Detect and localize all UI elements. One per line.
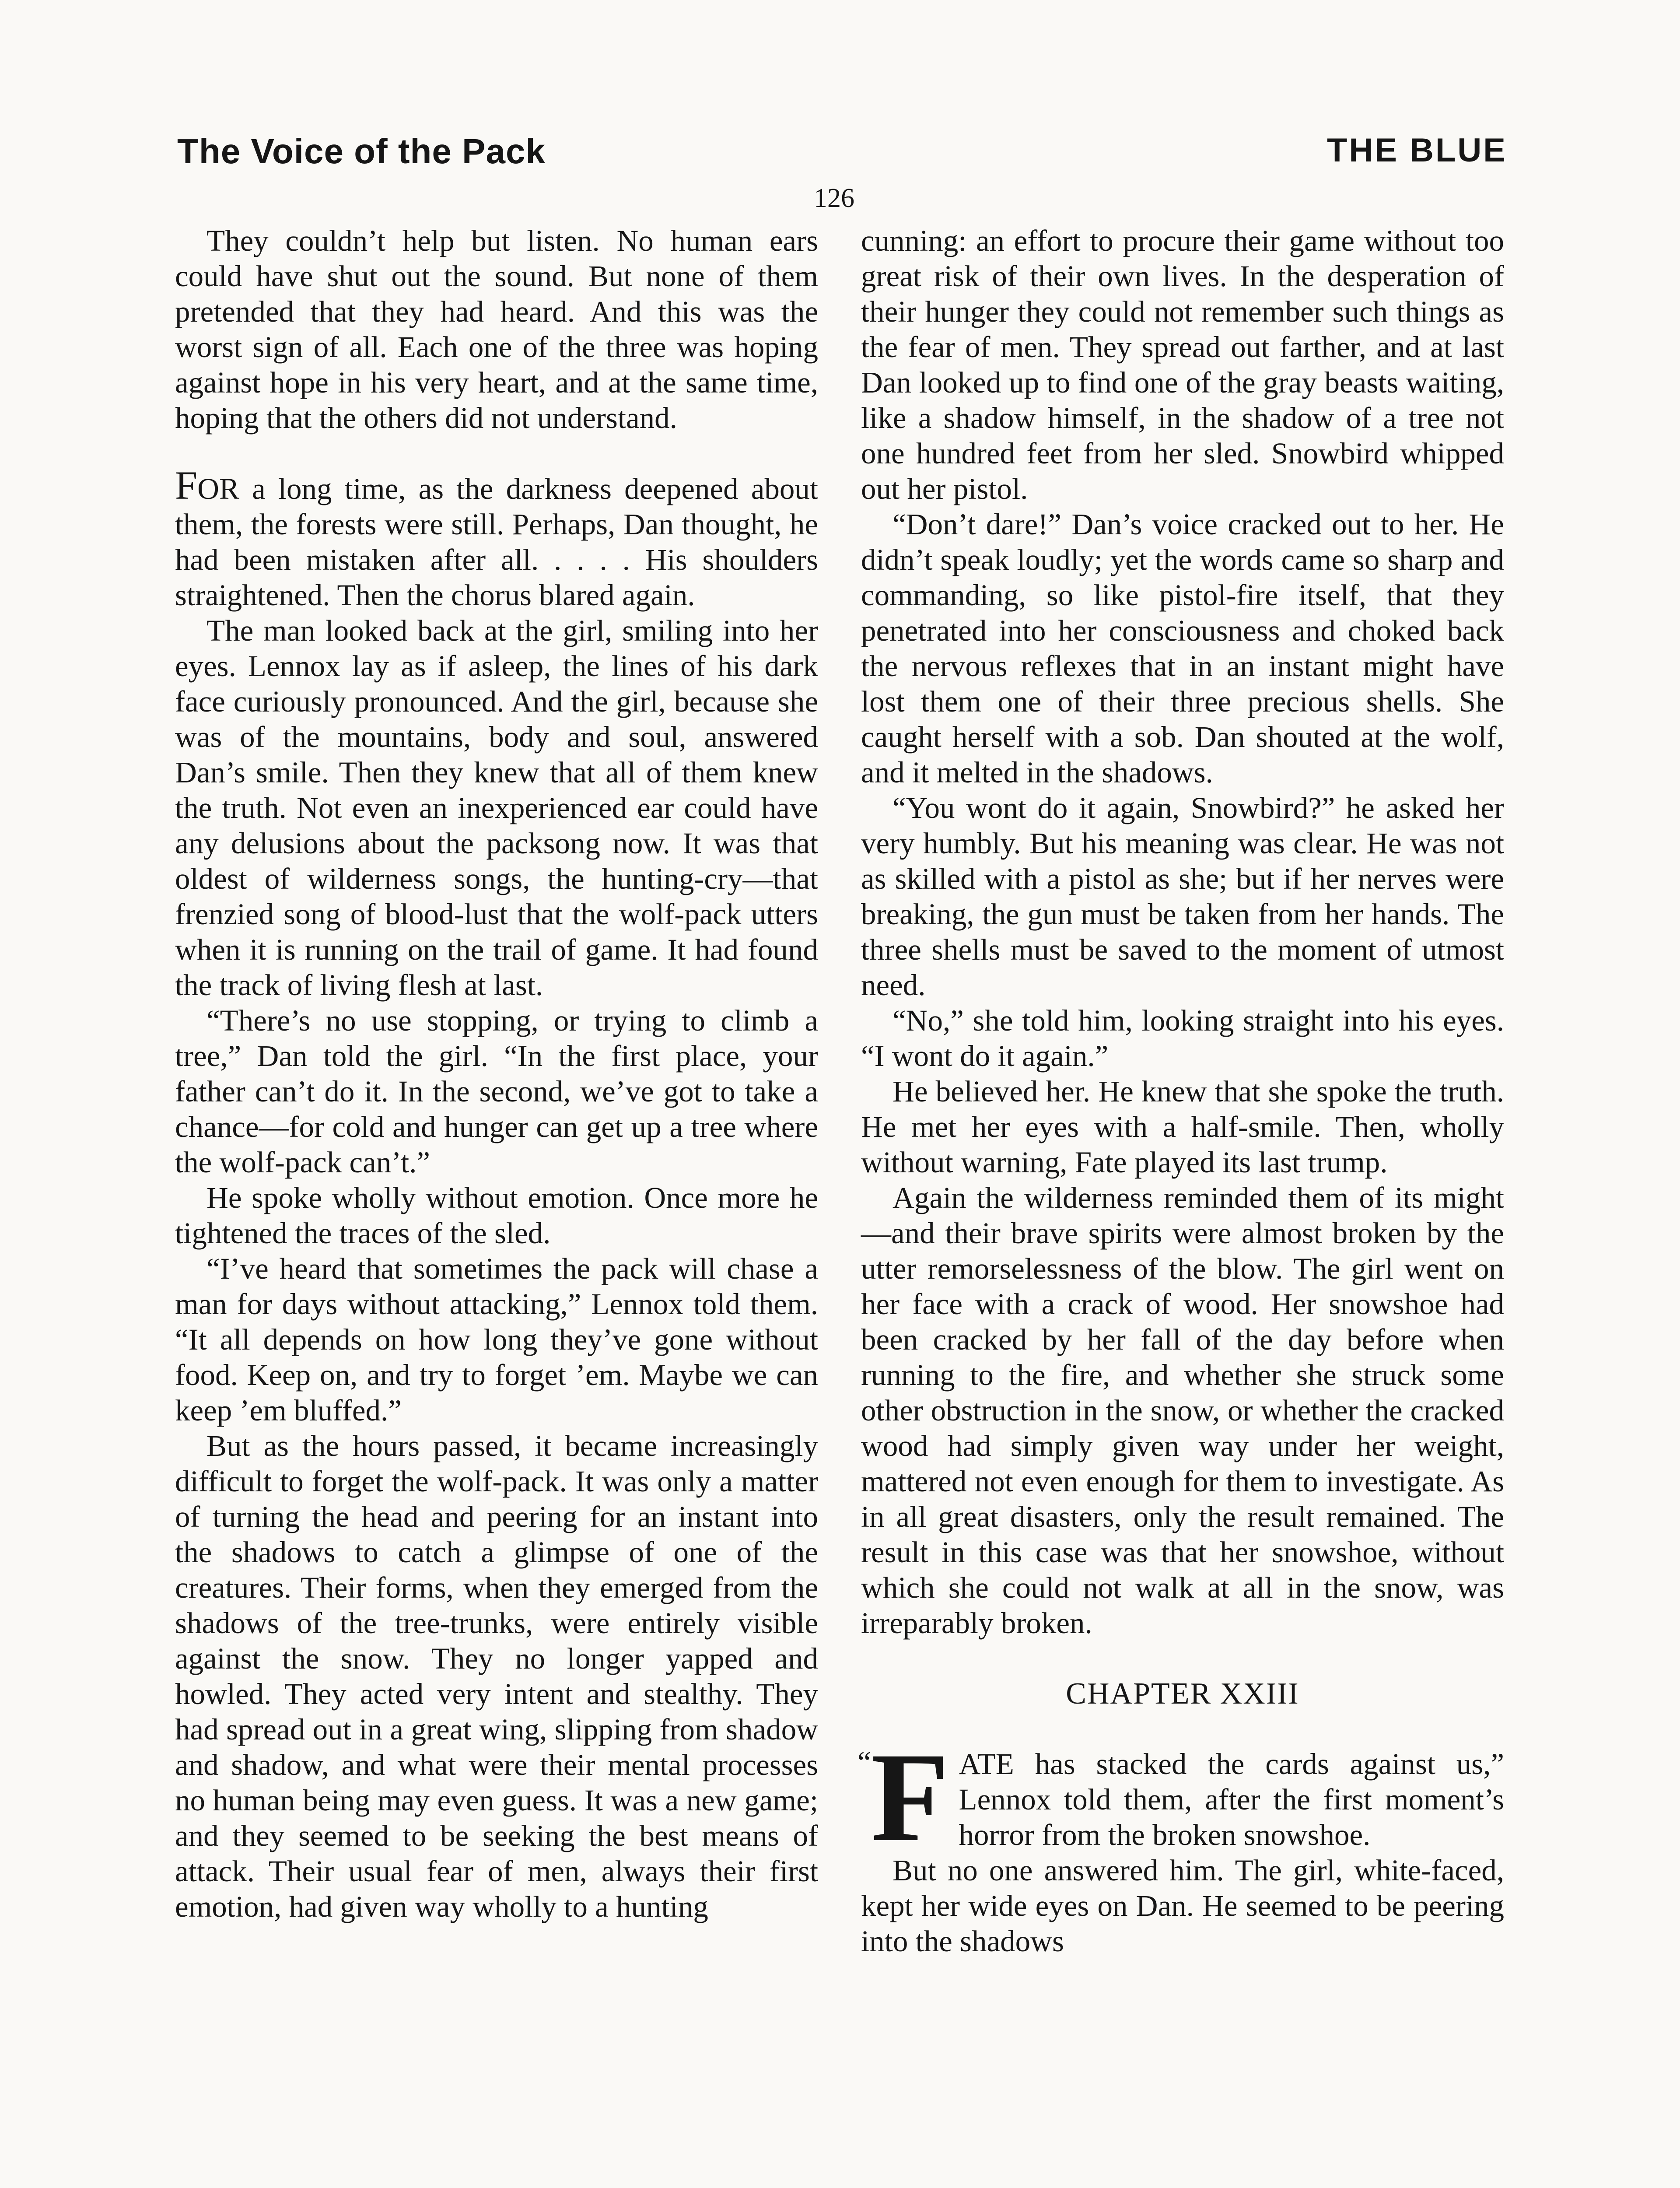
paragraph: They couldn’t help but listen. No human ears could have shut out the sound. But none of them pretended that they had heard. And this was the worst sign of all. Each one of the three was hoping against hope in his very heart, and at the same time, hoping that the others did not understand.: [175, 224, 818, 435]
chapter-opening-paragraph: [858, 1727, 1504, 1868]
magazine-name: THE BLUE: [1327, 132, 1507, 169]
drop-cap: F: [871, 1727, 949, 1868]
paragraph: “Don’t dare!” Dan’s voice cracked out to her. He didn’t speak loudly; yet the words came so sharp and commanding, so like pistol-fire itself, that they penetrated into her consciousness and choked back the nervous reflexes that in an instant might have lost them one of their three precious shells. She caught herself with a sob. Dan shouted at the wolf, and it melted in the shadows.: [861, 508, 1504, 789]
running-title: The Voice of the Pack: [177, 132, 546, 171]
page-number: 126: [814, 183, 854, 213]
left-column: [175, 223, 818, 1925]
paragraph: He believed her. He knew that she spoke the truth. He met her eyes with a half-smile. Then, wholly without warning, Fate played its last trump.: [861, 1075, 1504, 1179]
opening-quote-mark: “: [858, 1746, 872, 1779]
paragraph: But as the hours passed, it became increasingly difficult to forget the wolf-pack. It was only a matter of turning the head and peering for an instant into the shadows to catch a glimpse of one of the creatures. Their forms, when they emerged from the shadows of the tree-trunks, were entirely visible against the snow. They no longer yapped and howled. They acted very intent and stealthy. They had spread out in a great wing, slipping from shadow and shadow, and what were their mental processes no human being may even guess. It was a new game; and they seemed to be seeking the best means of attack. Their usual fear of men, always their first emotion, had given way wholly to a hunting: [175, 1429, 818, 1923]
section-opening-text: OR a long time, as the darkness deepened about them, the forests were still. Perhaps, Dan thought, he had been mistaken after all. . . . . His shoulders straightened. Then the chorus blared again.: [175, 472, 818, 612]
paragraph: Again the wilderness reminded them of its might—and their brave spirits were almost broken by the utter remorselessness of the blow. The girl went on her face with a crack of wood. Her snowshoe had been cracked by her fall of the day before when running to the fire, and whether she struck some other obstruction in the snow, or whether the cracked wood had simply given way under her weight, mattered not even enough for them to investigate. As in all great disasters, only the result remained. The result in this case was that her snowshoe, without which she could not walk at all in the snow, was irreparably broken.: [861, 1181, 1504, 1640]
paragraph: “I’ve heard that sometimes the pack will chase a man for days without attacking,” Lennox told them. “It all depends on how long they’ve gone without food. Keep on, and try to forget ’em. Maybe we can keep ’em bluffed.”: [175, 1252, 818, 1427]
paragraph: “No,” she told him, looking straight into his eyes. “I wont do it again.”: [861, 1004, 1504, 1073]
right-column: [858, 223, 1504, 1959]
paragraph: “There’s no use stopping, or trying to climb a tree,” Dan told the girl. “In the first place, your father can’t do it. In the second, we’ve got to take a chance—for cold and hunger can get up a tree where the wolf-pack can’t.”: [175, 1004, 818, 1179]
paragraph: “You wont do it again, Snowbird?” he asked her very humbly. But his meaning was clear. He was not as skilled with a pistol as she; but if her nerves were breaking, the gun must be taken from her hands. The three shells must be saved to the moment of utmost need.: [861, 791, 1504, 1002]
section-opening-paragraph: [175, 463, 818, 613]
chapter-opening-text: ATE has stacked the cards against us,” Lennox told them, after the first moment’s horror from the broken snowshoe.: [959, 1747, 1504, 1851]
paragraph-continued: cunning: an effort to procure their game without too great risk of their own lives. In the desperation of their hunger they could not remember such things as the fear of men. They spread out farther, and at last Dan looked up to find one of the gray beasts waiting, like a shadow himself, in the shadow of a tree not one hundred feet from her sled. Snowbird whipped out her pistol.: [861, 224, 1504, 505]
section-initial: F: [175, 463, 198, 508]
paragraph: But no one answered him. The girl, white-faced, kept her wide eyes on Dan. He seemed to be peering into the shadows: [861, 1854, 1504, 1958]
chapter-heading: CHAPTER XXIII: [1066, 1677, 1299, 1711]
paragraph: He spoke wholly without emotion. Once more he tightened the traces of the sled.: [175, 1181, 818, 1250]
paragraph: The man looked back at the girl, smiling into her eyes. Lennox lay as if asleep, the lines of his dark face curiously pronounced. And the girl, because she was of the mountains, body and soul, answered Dan’s smile. Then they knew that all of them knew the truth. Not even an inexperienced ear could have any delusions about the packsong now. It was that oldest of wilderness songs, the hunting-cry—that frenzied song of blood-lust that the wolf-pack utters when it is running on the trail of game. It had found the track of living flesh at last.: [175, 614, 818, 1002]
